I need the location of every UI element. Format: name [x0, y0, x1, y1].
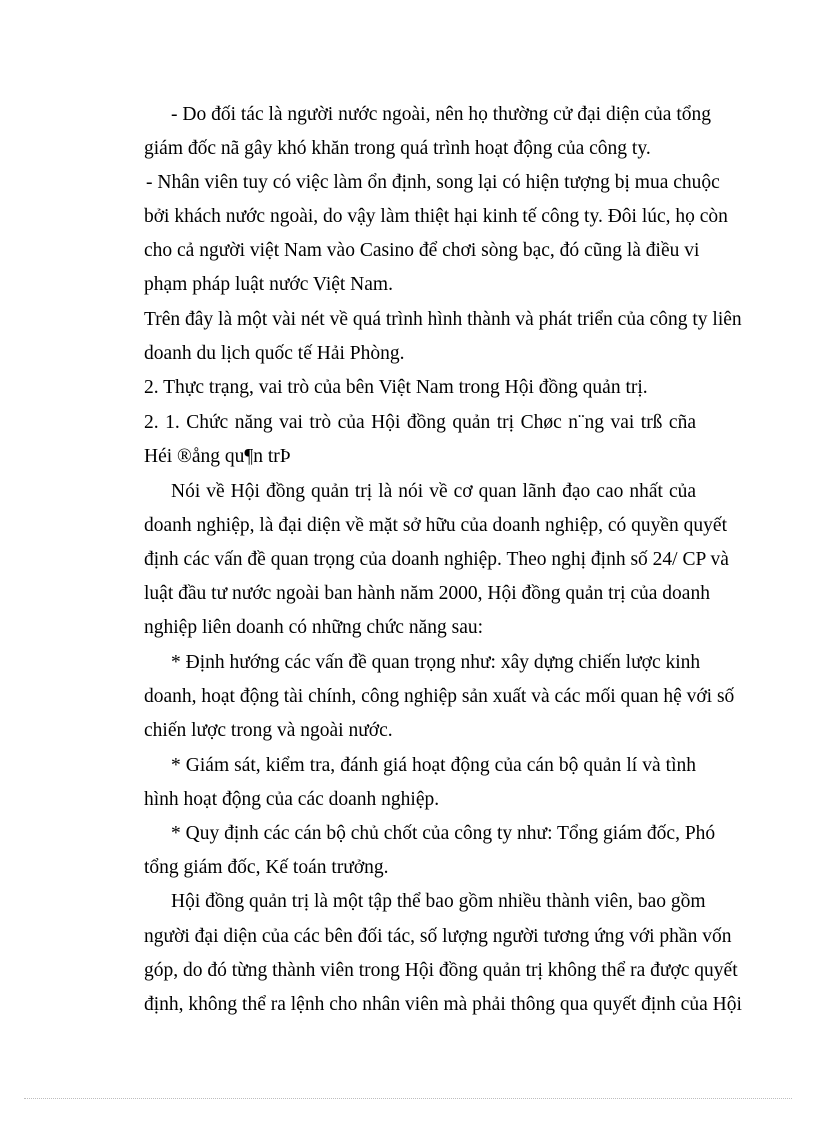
bullet-line-3-cont: tổng giám đốc, Kế toán trưởng.	[144, 857, 389, 878]
bullet-line-1: * Định hướng các vấn đề quan trọng như: xây dựng chiến lược kinh	[171, 652, 701, 673]
text-line-25: người đại diện của các bên đối tác, số lượng người tương ứng với phần vốn	[144, 926, 732, 947]
bullet-line-3: * Quy định các cán bộ chủ chốt của công ty như: Tổng giám đốc, Phó	[171, 823, 716, 844]
text-line-24: Hội đồng quản trị là một tập thể bao gồm nhiều thành viên, bao gồm	[171, 891, 706, 912]
text-line-6: phạm pháp luật nước Việt Nam.	[144, 274, 393, 295]
text-line-15: luật đầu tư nước ngoài ban hành năm 2000, Hội đồng quản trị của doanh	[144, 583, 710, 604]
text-line-27: định, không thể ra lệnh cho nhân viên mà phải thông qua quyết định của Hội	[144, 994, 742, 1015]
text-line-5: cho cả người việt Nam vào Casino để chơi sòng bạc, đó cũng là điều vi	[144, 240, 700, 261]
text-line-13: doanh nghiệp, là đại diện về mặt sở hữu của doanh nghiệp, có quyền quyết	[144, 515, 727, 536]
text-line-7: Trên đây là một vài nét về quá trình hình thành và phát triển của công ty liên	[144, 309, 742, 330]
text-line-14: định các vấn đề quan trọng của doanh nghiệp. Theo nghị định số 24/ CP và	[144, 549, 729, 570]
text-line-12: Nói về Hội đồng quản trị là nói về cơ quan lãnh đạo cao nhất của	[171, 481, 696, 502]
page-bottom-divider	[24, 1098, 792, 1099]
bullet-line-1-cont-b: chiến lược trong và ngoài nước.	[144, 720, 393, 741]
bullet-line-2: * Giám sát, kiểm tra, đánh giá hoạt động của cán bộ quản lí và tình	[171, 755, 696, 776]
subsection-heading-2-1-cont: Héi ®ång qu¶n trÞ	[144, 446, 291, 467]
text-line-4: bởi khách nước ngoài, do vậy làm thiệt hại kinh tế công ty. Đôi lúc, họ còn	[144, 206, 728, 227]
text-line-2: giám đốc nã gây khó khăn trong quá trình hoạt động của công ty.	[144, 138, 651, 159]
text-line-3: - Nhân viên tuy có việc làm ổn định, song lại có hiện tượng bị mua chuộc	[146, 172, 720, 193]
text-line-26: góp, do đó từng thành viên trong Hội đồng quản trị không thể ra được quyết	[144, 960, 738, 981]
bullet-line-1-cont-a: doanh, hoạt động tài chính, công nghiệp sản xuất và các mối quan hệ với số	[144, 686, 735, 707]
text-line-8: doanh du lịch quốc tế Hải Phòng.	[144, 343, 405, 364]
subsection-heading-2-1: 2. 1. Chức năng vai trò của Hội đồng quản trị Chøc n¨ng vai trß cña	[144, 412, 696, 433]
text-line-1: - Do đối tác là người nước ngoài, nên họ thường cử đại diện của tổng	[171, 104, 712, 125]
text-line-16: nghiệp liên doanh có những chức năng sau:	[144, 617, 484, 638]
section-heading-2: 2. Thực trạng, vai trò của bên Việt Nam trong Hội đồng quản trị.	[144, 377, 648, 398]
bullet-line-2-cont: hình hoạt động của các doanh nghiệp.	[144, 789, 440, 810]
